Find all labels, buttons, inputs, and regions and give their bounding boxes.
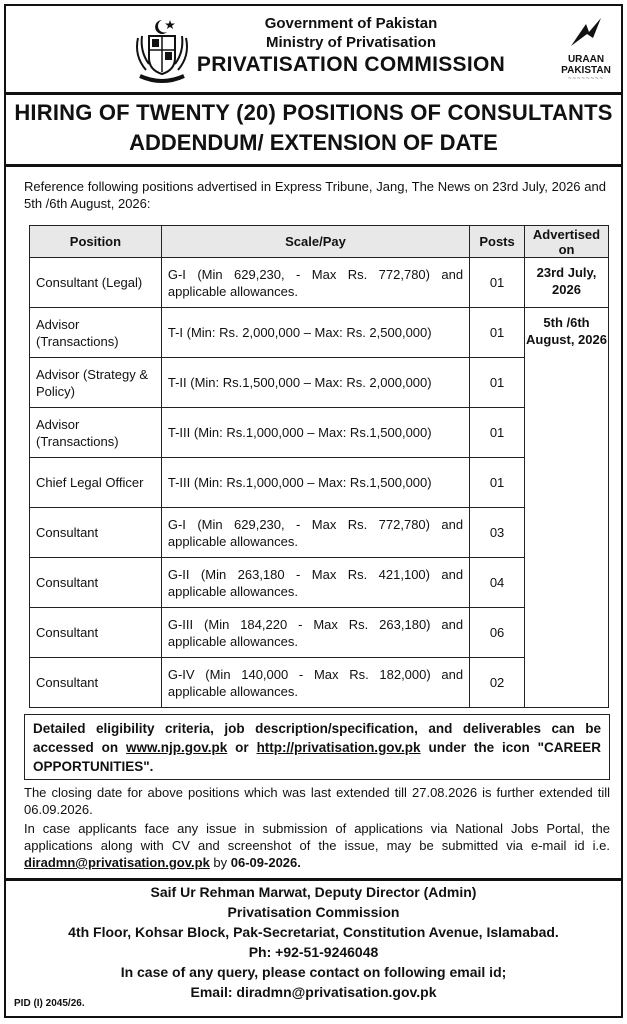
- header-scale-pay: Scale/Pay: [161, 226, 469, 258]
- issue-date: 06-09-2026.: [230, 855, 301, 870]
- advertised-date-2: 5th /6th August, 2026: [526, 315, 607, 347]
- table-row: [30, 308, 609, 358]
- cell-pay: T-I (Min: Rs. 2,000,000 – Max: Rs. 2,500,000): [161, 308, 469, 358]
- cell-position: Consultant: [30, 508, 162, 558]
- cell-position: Advisor (Transactions): [30, 408, 162, 458]
- contact-name: Saif Ur Rehman Marwat, Deputy Director (Admin): [150, 884, 477, 900]
- header-posts: Posts: [470, 226, 525, 258]
- cell-position: Consultant: [30, 658, 162, 708]
- cell-position: Advisor (Transactions): [30, 308, 162, 358]
- cell-posts: 02: [470, 658, 525, 708]
- contact-block: [6, 882, 621, 1002]
- cell-position: Advisor (Strategy & Policy): [30, 358, 162, 408]
- government-name: Government of Pakistan: [264, 15, 438, 32]
- submission-issue-text: [24, 820, 610, 871]
- divider: [6, 164, 621, 167]
- cell-pay: G-III (Min 184,220 - Max Rs. 263,180) and applicable allowances.: [161, 608, 469, 658]
- cell-posts: 01: [470, 458, 525, 508]
- cell-position: Consultant (Legal): [30, 258, 162, 308]
- table-row: [30, 358, 609, 408]
- cell-posts: 01: [470, 358, 525, 408]
- header: [6, 6, 621, 94]
- issue-by: by: [209, 855, 231, 870]
- cell-advertised-on: [525, 258, 609, 708]
- cell-pay: G-I (Min 629,230, - Max Rs. 772,780) and applicable allowances.: [161, 258, 469, 308]
- urdu-script-graphic: ~~~~~~~~: [567, 76, 605, 82]
- cell-pay: G-II (Min 263,180 - Max Rs. 421,100) and applicable allowances.: [161, 558, 469, 608]
- table-row: [30, 508, 609, 558]
- cell-posts: 03: [470, 508, 525, 558]
- closing-date-text: The closing date for above positions which was last extended till 27.08.2026 is further extended till 06.09.2026.: [24, 785, 610, 817]
- advertisement-page: [4, 4, 623, 1018]
- advertised-date-1: 23rd July, 2026: [525, 258, 608, 308]
- cell-posts: 01: [470, 308, 525, 358]
- contact-email[interactable]: Email: diradmn@privatisation.gov.pk: [190, 984, 437, 1000]
- contact-phone: Ph: +92-51-9246048: [248, 944, 379, 960]
- contact-org: Privatisation Commission: [227, 904, 400, 920]
- pid-number: PID (I) 2045/26.: [14, 998, 85, 1009]
- cell-position: Consultant: [30, 558, 162, 608]
- table-row: [30, 408, 609, 458]
- table-row: [30, 658, 609, 708]
- privatisation-link[interactable]: http://privatisation.gov.pk: [256, 740, 421, 755]
- main-title: HIRING OF TWENTY (20) POSITIONS OF CONSULTANTS: [14, 100, 613, 125]
- cell-position: Consultant: [30, 608, 162, 658]
- uraan-line2: PAKISTAN: [561, 65, 611, 76]
- contact-query: In case of any query, please contact on following email id;: [120, 964, 507, 980]
- divider: [6, 92, 621, 95]
- cell-pay: G-I (Min 629,230, - Max Rs. 772,780) and applicable allowances.: [161, 508, 469, 558]
- divider: [6, 878, 621, 881]
- uraan-line1: URAAN: [567, 54, 605, 65]
- cell-posts: 06: [470, 608, 525, 658]
- cell-pay: T-III (Min: Rs.1,000,000 – Max: Rs.1,500,000): [161, 408, 469, 458]
- cell-pay: T-III (Min: Rs.1,000,000 – Max: Rs.1,500,000): [161, 458, 469, 508]
- detail-text-2: or: [227, 740, 257, 755]
- detail-text-1: Detailed eligibility criteria, job description/specification, and deliverables can be accessed on: [33, 721, 601, 755]
- table-row: [30, 458, 609, 508]
- eligibility-notice: [24, 714, 610, 780]
- header-advertised-on: Advertised on: [525, 226, 609, 258]
- cell-posts: 04: [470, 558, 525, 608]
- cell-pay: G-IV (Min 140,000 - Max Rs. 182,000) and applicable allowances.: [161, 658, 469, 708]
- table-row: [30, 558, 609, 608]
- issue-text: In case applicants face any issue in submission of applications via National Jobs Portal, the applications along with CV and screenshot of the issue, may be submitted via e-mail id i.e.: [24, 821, 610, 853]
- cell-posts: 01: [470, 408, 525, 458]
- table-row: [30, 608, 609, 658]
- cell-posts: 01: [470, 258, 525, 308]
- header-position: Position: [30, 226, 162, 258]
- contact-address: 4th Floor, Kohsar Block, Pak-Secretariat, Constitution Avenue, Islamabad.: [68, 924, 559, 940]
- bird-icon: [569, 16, 603, 52]
- table-header-row: [30, 226, 609, 258]
- ministry-name: Ministry of Privatisation: [265, 34, 437, 51]
- cell-position: Chief Legal Officer: [30, 458, 162, 508]
- uraan-pakistan-logo: [551, 16, 621, 88]
- state-emblem-icon: [132, 14, 192, 86]
- commission-name: PRIVATISATION COMMISSION: [196, 53, 506, 76]
- table-row: [30, 258, 609, 308]
- njp-link[interactable]: www.njp.gov.pk: [126, 740, 228, 755]
- cell-pay: T-II (Min: Rs.1,500,000 – Max: Rs. 2,000,000): [161, 358, 469, 408]
- intro-text: Reference following positions advertised in Express Tribune, Jang, The News on 23rd July, 2026 and 5th /6th August, 2026:: [24, 179, 606, 211]
- sub-title: ADDENDUM/ EXTENSION OF DATE: [129, 130, 498, 155]
- issue-email-link[interactable]: diradmn@privatisation.gov.pk: [24, 855, 210, 870]
- positions-table: [29, 225, 609, 708]
- detail-text-3: under the icon "CAREER OPPORTUNITIES".: [33, 740, 601, 774]
